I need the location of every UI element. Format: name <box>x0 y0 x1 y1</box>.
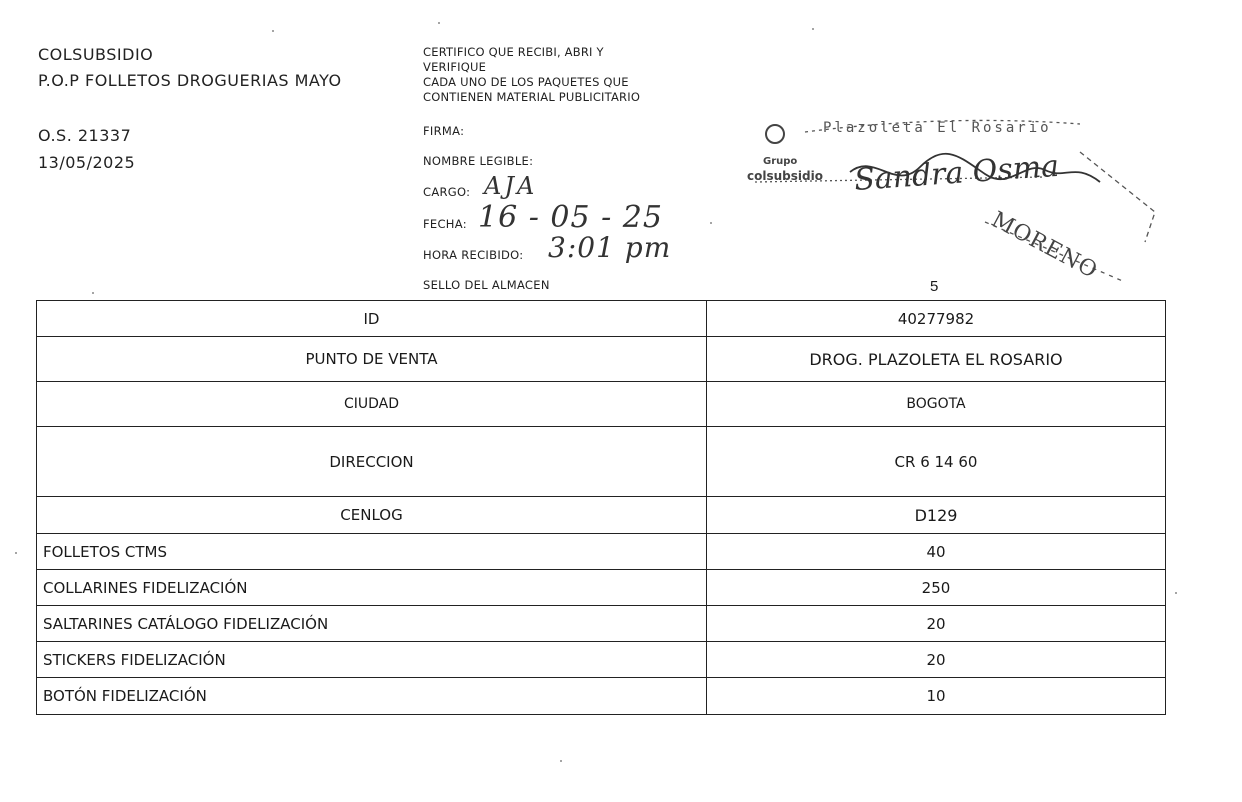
fecha-label: FECHA: <box>423 217 467 231</box>
scan-speck <box>438 22 440 24</box>
stamp-org-line1: Grupo <box>763 156 798 167</box>
table-row <box>37 337 1166 382</box>
scan-speck <box>92 292 94 294</box>
certification-text <box>423 45 640 105</box>
hora-handwritten-value: 3:01 pm <box>548 231 672 264</box>
stamp-top-text: Plazoleta El Rosario <box>823 120 1052 136</box>
campaign-title: P.O.P FOLLETOS DROGUERIAS MAYO <box>38 71 342 90</box>
item-name: COLLARINES FIDELIZACIÓN <box>37 570 707 606</box>
city-value: BOGOTA <box>707 382 1166 427</box>
item-name: FOLLETOS CTMS <box>37 534 707 570</box>
address-label: DIRECCION <box>37 427 707 497</box>
firma-label: FIRMA: <box>423 124 465 138</box>
cenlog-label: CENLOG <box>37 497 707 534</box>
scan-speck <box>560 760 562 762</box>
item-name: STICKERS FIDELIZACIÓN <box>37 642 707 678</box>
page-mark: 5 <box>930 278 939 295</box>
table-row <box>37 497 1166 534</box>
address-value: CR 6 14 60 <box>707 427 1166 497</box>
stamp-signature: Sandra Osma <box>853 148 1061 198</box>
certification-line: CONTIENEN MATERIAL PUBLICITARIO <box>423 90 641 104</box>
cargo-handwritten-value: AJA <box>484 172 538 200</box>
stamp-name: MORENO <box>987 207 1102 284</box>
sello-label: SELLO DEL ALMACEN <box>423 278 550 292</box>
city-label: CIUDAD <box>37 382 707 427</box>
table-row <box>37 606 1166 642</box>
cargo-label: CARGO: <box>423 185 471 199</box>
store-stamp <box>745 112 1165 302</box>
fecha-handwritten-value: 16 - 05 - 25 <box>478 200 663 235</box>
item-quantity: 10 <box>707 678 1166 715</box>
scan-speck <box>1175 592 1177 594</box>
table-row <box>37 534 1166 570</box>
store-id-label: ID <box>37 301 707 337</box>
scan-speck <box>710 222 712 224</box>
item-quantity: 20 <box>707 606 1166 642</box>
delivery-table <box>36 300 1166 715</box>
document-date: 13/05/2025 <box>38 153 136 172</box>
hora-recibido-label: HORA RECIBIDO: <box>423 248 524 262</box>
item-quantity: 40 <box>707 534 1166 570</box>
certification-line: VERIFIQUE <box>423 60 487 74</box>
certification-line: CADA UNO DE LOS PAQUETES QUE <box>423 75 629 89</box>
store-id-value: 40277982 <box>707 301 1166 337</box>
certification-line: CERTIFICO QUE RECIBI, ABRI Y <box>423 45 604 59</box>
scan-speck <box>272 30 274 32</box>
scan-speck <box>15 552 17 554</box>
point-of-sale-label: PUNTO DE VENTA <box>37 337 707 382</box>
table-row <box>37 427 1166 497</box>
item-quantity: 250 <box>707 570 1166 606</box>
cenlog-value: D129 <box>707 497 1166 534</box>
order-number: O.S. 21337 <box>38 126 132 145</box>
nombre-legible-label: NOMBRE LEGIBLE: <box>423 154 534 168</box>
table-row <box>37 301 1166 337</box>
table-row <box>37 570 1166 606</box>
item-name: BOTÓN FIDELIZACIÓN <box>37 678 707 715</box>
table-row <box>37 678 1166 715</box>
scan-speck <box>812 28 814 30</box>
table-row <box>37 382 1166 427</box>
company-name: COLSUBSIDIO <box>38 45 154 64</box>
stamp-graphic <box>745 112 1165 302</box>
item-quantity: 20 <box>707 642 1166 678</box>
stamp-org-line2: colsubsidio <box>747 169 823 183</box>
table-row <box>37 642 1166 678</box>
point-of-sale-value: DROG. PLAZOLETA EL ROSARIO <box>707 337 1166 382</box>
item-name: SALTARINES CATÁLOGO FIDELIZACIÓN <box>37 606 707 642</box>
